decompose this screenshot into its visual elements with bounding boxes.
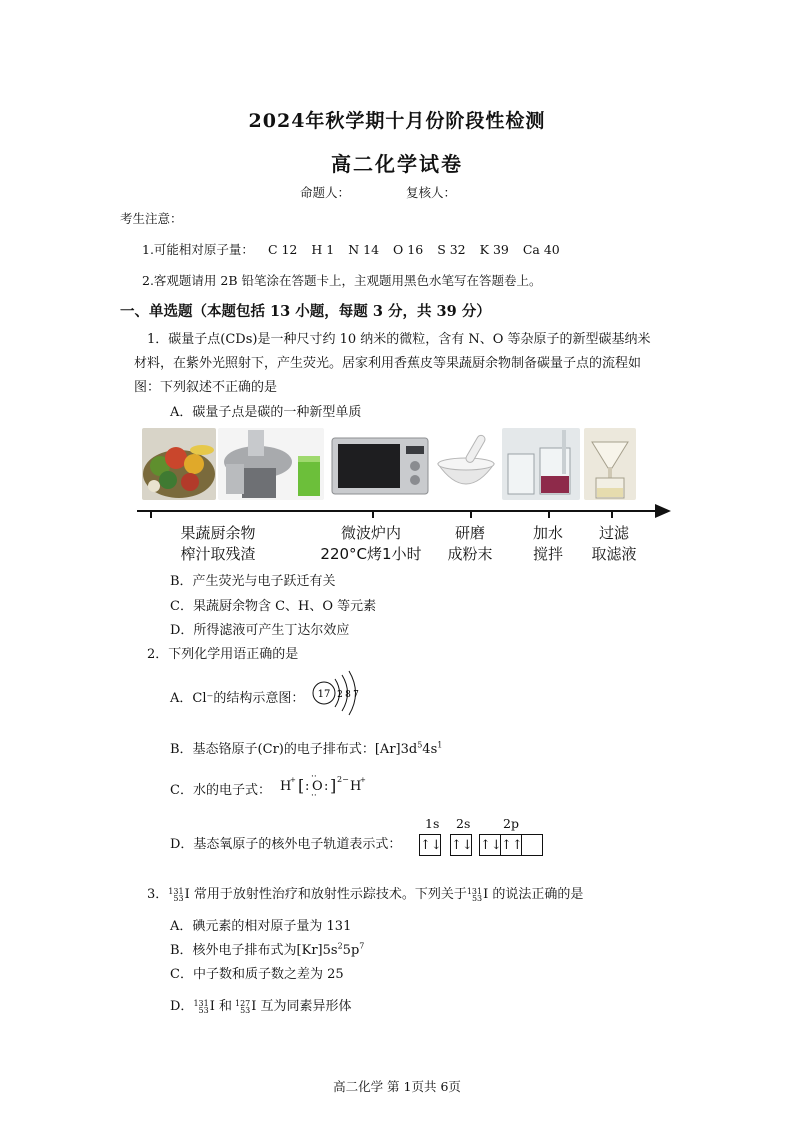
notice-item-2: 2.客观题请用 2B 铅笔涂在答题卡上，主观题用黑色水笔写在答题卷上。 <box>142 273 542 288</box>
atomic-number: 53 <box>471 894 483 903</box>
atomic-mass: N 14 <box>348 242 380 257</box>
svg-text:O: O <box>312 779 323 794</box>
atomic-number: 53 <box>240 1006 251 1015</box>
mass-number: 131 <box>466 887 483 896</box>
process-step-line2: 榨汁取残渣 <box>180 545 256 563</box>
q2-option-d: D．基态氧原子的核外电子轨道表示式： <box>170 837 402 852</box>
notice-heading: 考生注意： <box>120 211 183 226</box>
q1-option-d: D．所得滤液可产生丁达尔效应 <box>170 623 350 638</box>
isotope-notation <box>193 1000 208 1014</box>
svg-text:H: H <box>350 779 362 794</box>
q3-option-d <box>170 995 352 1014</box>
q3-stem-end: I 的说法正确的是 <box>483 887 584 902</box>
process-step <box>520 523 576 565</box>
superscript: 7 <box>359 941 365 951</box>
q3-option-b <box>170 939 364 958</box>
process-step-line1: 果蔬厨余物 <box>180 524 256 542</box>
svg-text:]: ] <box>330 776 337 795</box>
orbital-label: 2s <box>456 816 471 831</box>
orbital-label: 1s <box>425 816 440 831</box>
process-step-line2: 220°C烤1小时 <box>320 545 422 563</box>
isotope-notation <box>235 1000 250 1014</box>
isotope-notation <box>467 888 482 902</box>
juicer-image <box>218 428 324 500</box>
process-step-line2: 搅拌 <box>532 545 563 563</box>
process-step-line1: 加水 <box>532 524 563 542</box>
mass-number: 127 <box>235 999 251 1008</box>
q2-option-c: C．水的电子式： <box>170 783 271 798</box>
mortar-image <box>434 428 498 500</box>
q3-option-b-prefix: B．核外电子排布式为[Kr]5s <box>170 943 338 958</box>
q1-stem-line3: 图：下列叙述不正确的是 <box>134 380 278 395</box>
process-step <box>584 523 644 565</box>
cl-nucleus-label: 17 <box>317 689 331 700</box>
q3-option-d-mid: I 和 <box>209 999 232 1014</box>
atomic-number: 53 <box>198 1006 209 1015</box>
section-title: 一、单选题（本题包括 13 小题，每题 3 分，共 39 分） <box>120 303 491 320</box>
process-step-line2: 取滤液 <box>591 545 637 563</box>
cl-shell-label: 7 <box>353 690 359 700</box>
orbital-box <box>521 834 543 856</box>
process-step-line1: 微波炉内 <box>340 524 401 542</box>
q2-option-a: A．Cl⁻的结构示意图： <box>170 691 305 706</box>
svg-text:[: [ <box>298 776 305 795</box>
isotope-notation <box>168 888 183 902</box>
water-electron-formula <box>280 770 376 800</box>
q1-option-b: B．产生荧光与电子跃迁有关 <box>170 574 336 589</box>
q3-option-d-prefix: D． <box>170 999 194 1014</box>
process-tick <box>372 510 374 518</box>
q1-stem-line2: 材料，在紫外光照射下，产生荧光。居家利用香蕉皮等果蔬厨余物制备碳量子点的流程如 <box>134 356 642 371</box>
q3-option-d-end: I 互为同素异形体 <box>251 999 352 1014</box>
atomic-number: 53 <box>173 894 184 903</box>
exam-subtitle: 高二化学试卷 <box>331 152 463 176</box>
process-step <box>314 523 428 565</box>
process-tick <box>548 510 550 518</box>
beakers-image <box>502 428 580 500</box>
q1-option-c: C．果蔬厨余物含 C、H、O 等元素 <box>170 599 377 614</box>
cl-shell-label: 8 <box>345 690 351 700</box>
q3-option-a: A．碘元素的相对原子量为 131 <box>170 919 352 934</box>
q3-stem-mid: I 常用于放射性治疗和放射性示踪技术。下列关于 <box>184 887 467 902</box>
atomic-mass: C 12 <box>267 242 298 257</box>
process-tick <box>611 510 613 518</box>
arrow-head-icon <box>655 504 671 518</box>
author-line <box>300 183 512 201</box>
cl-ion-structure-diagram <box>308 667 370 723</box>
orbital-label: 2p <box>503 816 519 831</box>
q3-stem <box>147 883 583 902</box>
process-tick <box>150 510 152 518</box>
superscript: 5 <box>417 740 423 750</box>
svg-text:+: + <box>360 776 366 784</box>
atomic-mass: K 39 <box>479 242 509 257</box>
svg-text:2−: 2− <box>337 775 349 784</box>
filtration-image <box>584 428 636 500</box>
vegetables-image <box>142 428 216 500</box>
svg-text:··: ·· <box>311 791 317 800</box>
exam-title: 2024年秋学期十月份阶段性检测 <box>248 110 546 132</box>
svg-text::: : <box>305 779 310 794</box>
process-step <box>170 523 266 565</box>
atomic-mass: Ca 40 <box>522 242 560 257</box>
q2-option-b <box>170 738 442 757</box>
notice-item-1 <box>142 240 560 258</box>
page-footer: 高二化学 第 1页共 6页 <box>333 1079 461 1094</box>
svg-text::: : <box>324 779 329 794</box>
svg-text:··: ·· <box>311 772 317 782</box>
q3-option-c: C．中子数和质子数之差为 25 <box>170 967 344 982</box>
cr-config-mid: 4s <box>422 742 438 757</box>
q1-stem-line1: 1．碳量子点(CDs)是一种尺寸约 10 纳米的微粒，含有 N、O 等杂原子的新型碳基纳米 <box>147 332 651 347</box>
q3-option-b-mid: 5p <box>342 943 360 958</box>
q3-number: 3． <box>147 887 169 902</box>
mass-number: 131 <box>168 887 184 896</box>
atomic-mass: O 16 <box>393 242 424 257</box>
atomic-masses <box>254 242 560 257</box>
notice-item-1-prefix: 1.可能相对原子量： <box>142 242 254 257</box>
microwave-image <box>330 428 430 500</box>
superscript: 2 <box>337 941 343 951</box>
orbital-box: ↑↑ <box>500 834 522 856</box>
superscript: 1 <box>437 740 443 750</box>
atomic-mass: H 1 <box>311 242 335 257</box>
q2-stem: 2．下列化学用语正确的是 <box>147 647 299 662</box>
reviewer-label: 复核人： <box>406 185 457 200</box>
process-step <box>440 523 500 565</box>
cl-shell-label: 2 <box>337 690 343 700</box>
cr-config: [Ar]3d <box>374 742 418 757</box>
svg-text:+: + <box>290 776 296 784</box>
process-tick <box>470 510 472 518</box>
orbital-box: ↑↓ <box>419 834 441 856</box>
author-label: 命题人： <box>300 185 351 200</box>
q1-option-a: A．碳量子点是碳的一种新型单质 <box>170 405 362 420</box>
process-step-line2: 成粉末 <box>447 545 493 563</box>
mass-number: 131 <box>193 999 209 1008</box>
orbital-box: ↑↓ <box>479 834 501 856</box>
process-step-line1: 过滤 <box>598 524 629 542</box>
process-arrow <box>137 510 657 512</box>
q2-option-b-prefix: B．基态铬原子(Cr)的电子排布式： <box>170 742 375 757</box>
svg-text:H: H <box>280 779 292 794</box>
orbital-box: ↑↓ <box>450 834 472 856</box>
atomic-mass: S 32 <box>437 242 466 257</box>
process-step-line1: 研磨 <box>454 524 485 542</box>
process-photos <box>142 428 636 500</box>
